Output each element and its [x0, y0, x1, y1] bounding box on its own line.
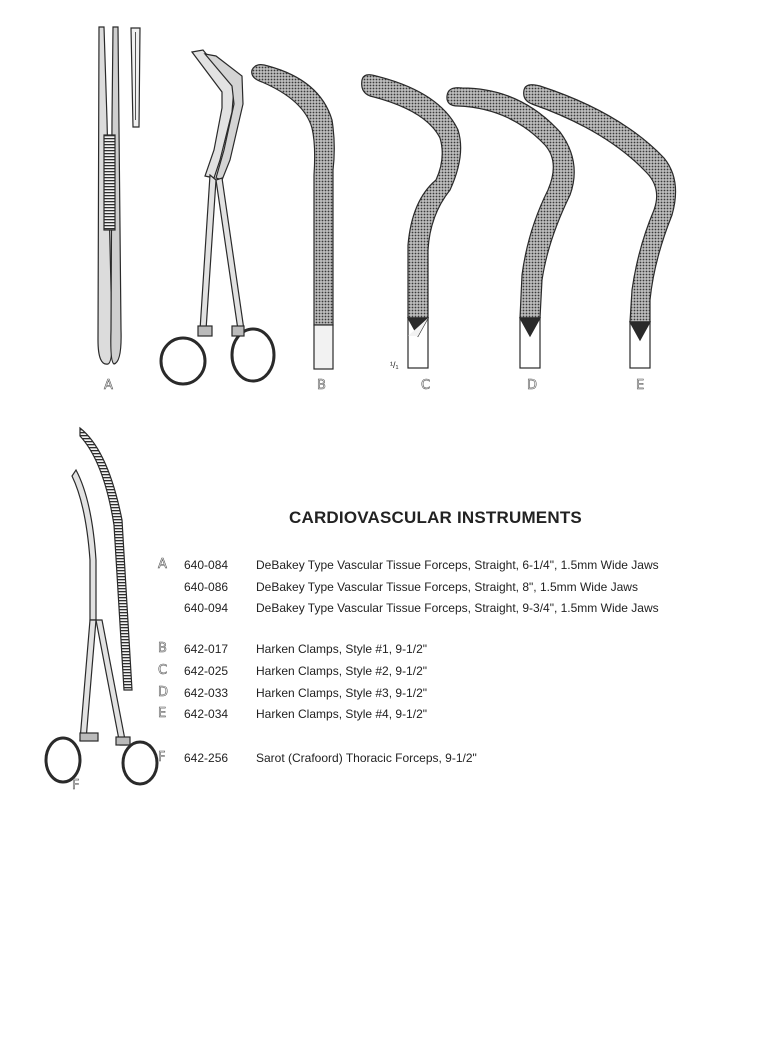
forceps-a-illustration	[98, 27, 140, 364]
product-code: 642-025	[184, 664, 229, 678]
harken-clamp-c-illustration	[362, 75, 461, 368]
sarot-forceps-f-illustration	[46, 428, 157, 784]
product-code: 640-086	[184, 580, 229, 594]
product-description: Harken Clamps, Style #3, 9-1/2"	[256, 686, 427, 700]
product-description: Harken Clamps, Style #1, 9-1/2"	[256, 642, 427, 656]
product-code: 642-017	[184, 642, 229, 656]
product-description: DeBakey Type Vascular Tissue Forceps, Straight, 9-3/4", 1.5mm Wide Jaws	[256, 601, 659, 615]
product-letter: E	[158, 706, 167, 721]
product-letter: F	[158, 750, 166, 765]
product-description: DeBakey Type Vascular Tissue Forceps, Straight, 6-1/4", 1.5mm Wide Jaws	[256, 558, 659, 572]
product-letter: D	[158, 685, 169, 700]
figure-label-d: D	[527, 378, 538, 393]
figure-label-f: F	[72, 778, 80, 793]
product-code: 640-084	[184, 558, 229, 572]
page-title: CARDIOVASCULAR INSTRUMENTS	[289, 508, 582, 527]
product-letter: B	[158, 641, 167, 656]
product-description: DeBakey Type Vascular Tissue Forceps, Straight, 8", 1.5mm Wide Jaws	[256, 580, 638, 594]
angled-clamp-illustration	[161, 50, 274, 384]
harken-clamp-b-illustration	[252, 65, 335, 369]
product-description: Sarot (Crafoord) Thoracic Forceps, 9-1/2"	[256, 751, 477, 765]
figure-label-c: C	[421, 378, 431, 393]
product-description: Harken Clamps, Style #4, 9-1/2"	[256, 707, 427, 721]
figure-label-a: A	[104, 378, 113, 393]
scale-note: ¹/₁	[390, 360, 399, 370]
product-code: 642-034	[184, 707, 229, 721]
product-letter: C	[158, 663, 168, 678]
product-description: Harken Clamps, Style #2, 9-1/2"	[256, 664, 427, 678]
figure-label-e: E	[636, 378, 645, 393]
product-letter: A	[158, 557, 167, 572]
product-code: 642-256	[184, 751, 229, 765]
figure-label-b: B	[317, 378, 326, 393]
product-code: 642-033	[184, 686, 229, 700]
product-code: 640-094	[184, 601, 229, 615]
harken-clamp-d-illustration	[447, 88, 574, 368]
